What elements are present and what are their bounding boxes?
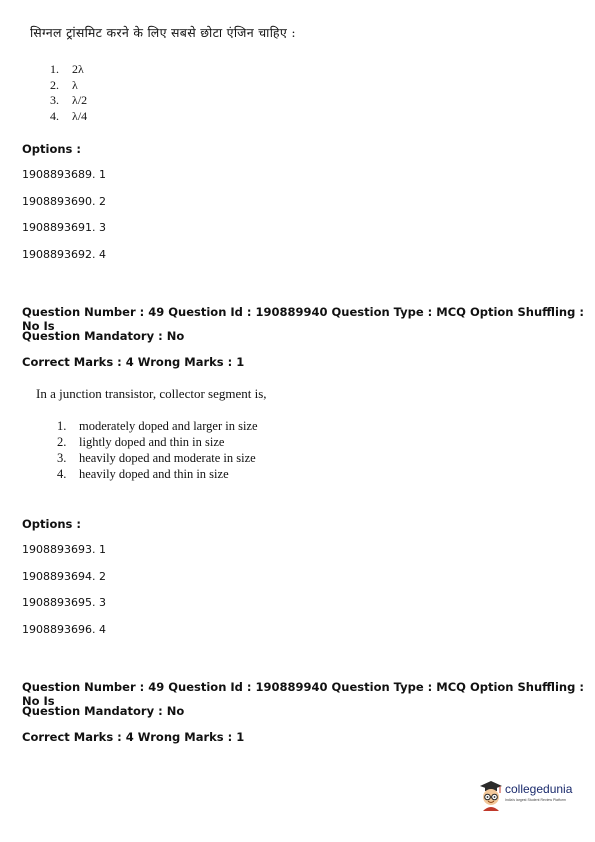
choice-item: 1. 2λ <box>50 62 84 76</box>
question-mandatory: Question Mandatory : No <box>22 704 185 718</box>
question-header: Question Number : 49 Question Id : 190889940 Question Type : MCQ Option Shuffling : No Is <box>22 680 584 708</box>
options-label: Options : <box>22 517 81 531</box>
choice-item: 2. lightly doped and thin in size <box>57 435 225 449</box>
question-mandatory: Question Mandatory : No <box>22 329 185 343</box>
choice-list <box>50 62 87 124</box>
option-item: 1908893696. 4 <box>22 623 106 636</box>
option-item: 1908893689. 1 <box>22 168 106 181</box>
choice-item: 1. moderately doped and larger in size <box>57 419 258 433</box>
option-item: 1908893694. 2 <box>22 570 106 583</box>
logo-wordmark: collegedunia <box>505 782 573 796</box>
choice-item: 2. λ <box>50 77 78 92</box>
logo-tagline: India's largest Student Review Platform <box>505 798 566 802</box>
question-marks: Correct Marks : 4 Wrong Marks : 1 <box>22 730 245 744</box>
option-item: 1908893695. 3 <box>22 596 106 609</box>
choice-item: 4. λ/4 <box>50 108 88 123</box>
choice-item: 3. heavily doped and moderate in size <box>57 451 256 465</box>
choice-item: 4. heavily doped and thin in size <box>57 467 229 481</box>
option-item: 1908893692. 4 <box>22 248 106 261</box>
choice-list <box>57 418 258 482</box>
option-item: 1908893690. 2 <box>22 195 106 208</box>
question-marks: Correct Marks : 4 Wrong Marks : 1 <box>22 355 245 369</box>
option-item: 1908893693. 1 <box>22 543 106 556</box>
choice-item: 3. λ/2 <box>50 93 88 107</box>
question-text: In a junction transistor, collector segment is, <box>36 386 267 401</box>
collegedunia-logo <box>478 776 578 814</box>
question-text-hindi: सिग्नल ट्रांसमिट करने के लिए सबसे छोटा एंजिन चाहिए : <box>30 25 296 40</box>
option-item: 1908893691. 3 <box>22 221 106 234</box>
options-label: Options : <box>22 142 81 156</box>
student-mascot-icon <box>478 779 504 811</box>
question-header: Question Number : 49 Question Id : 190889940 Question Type : MCQ Option Shuffling : No Is <box>22 305 584 333</box>
